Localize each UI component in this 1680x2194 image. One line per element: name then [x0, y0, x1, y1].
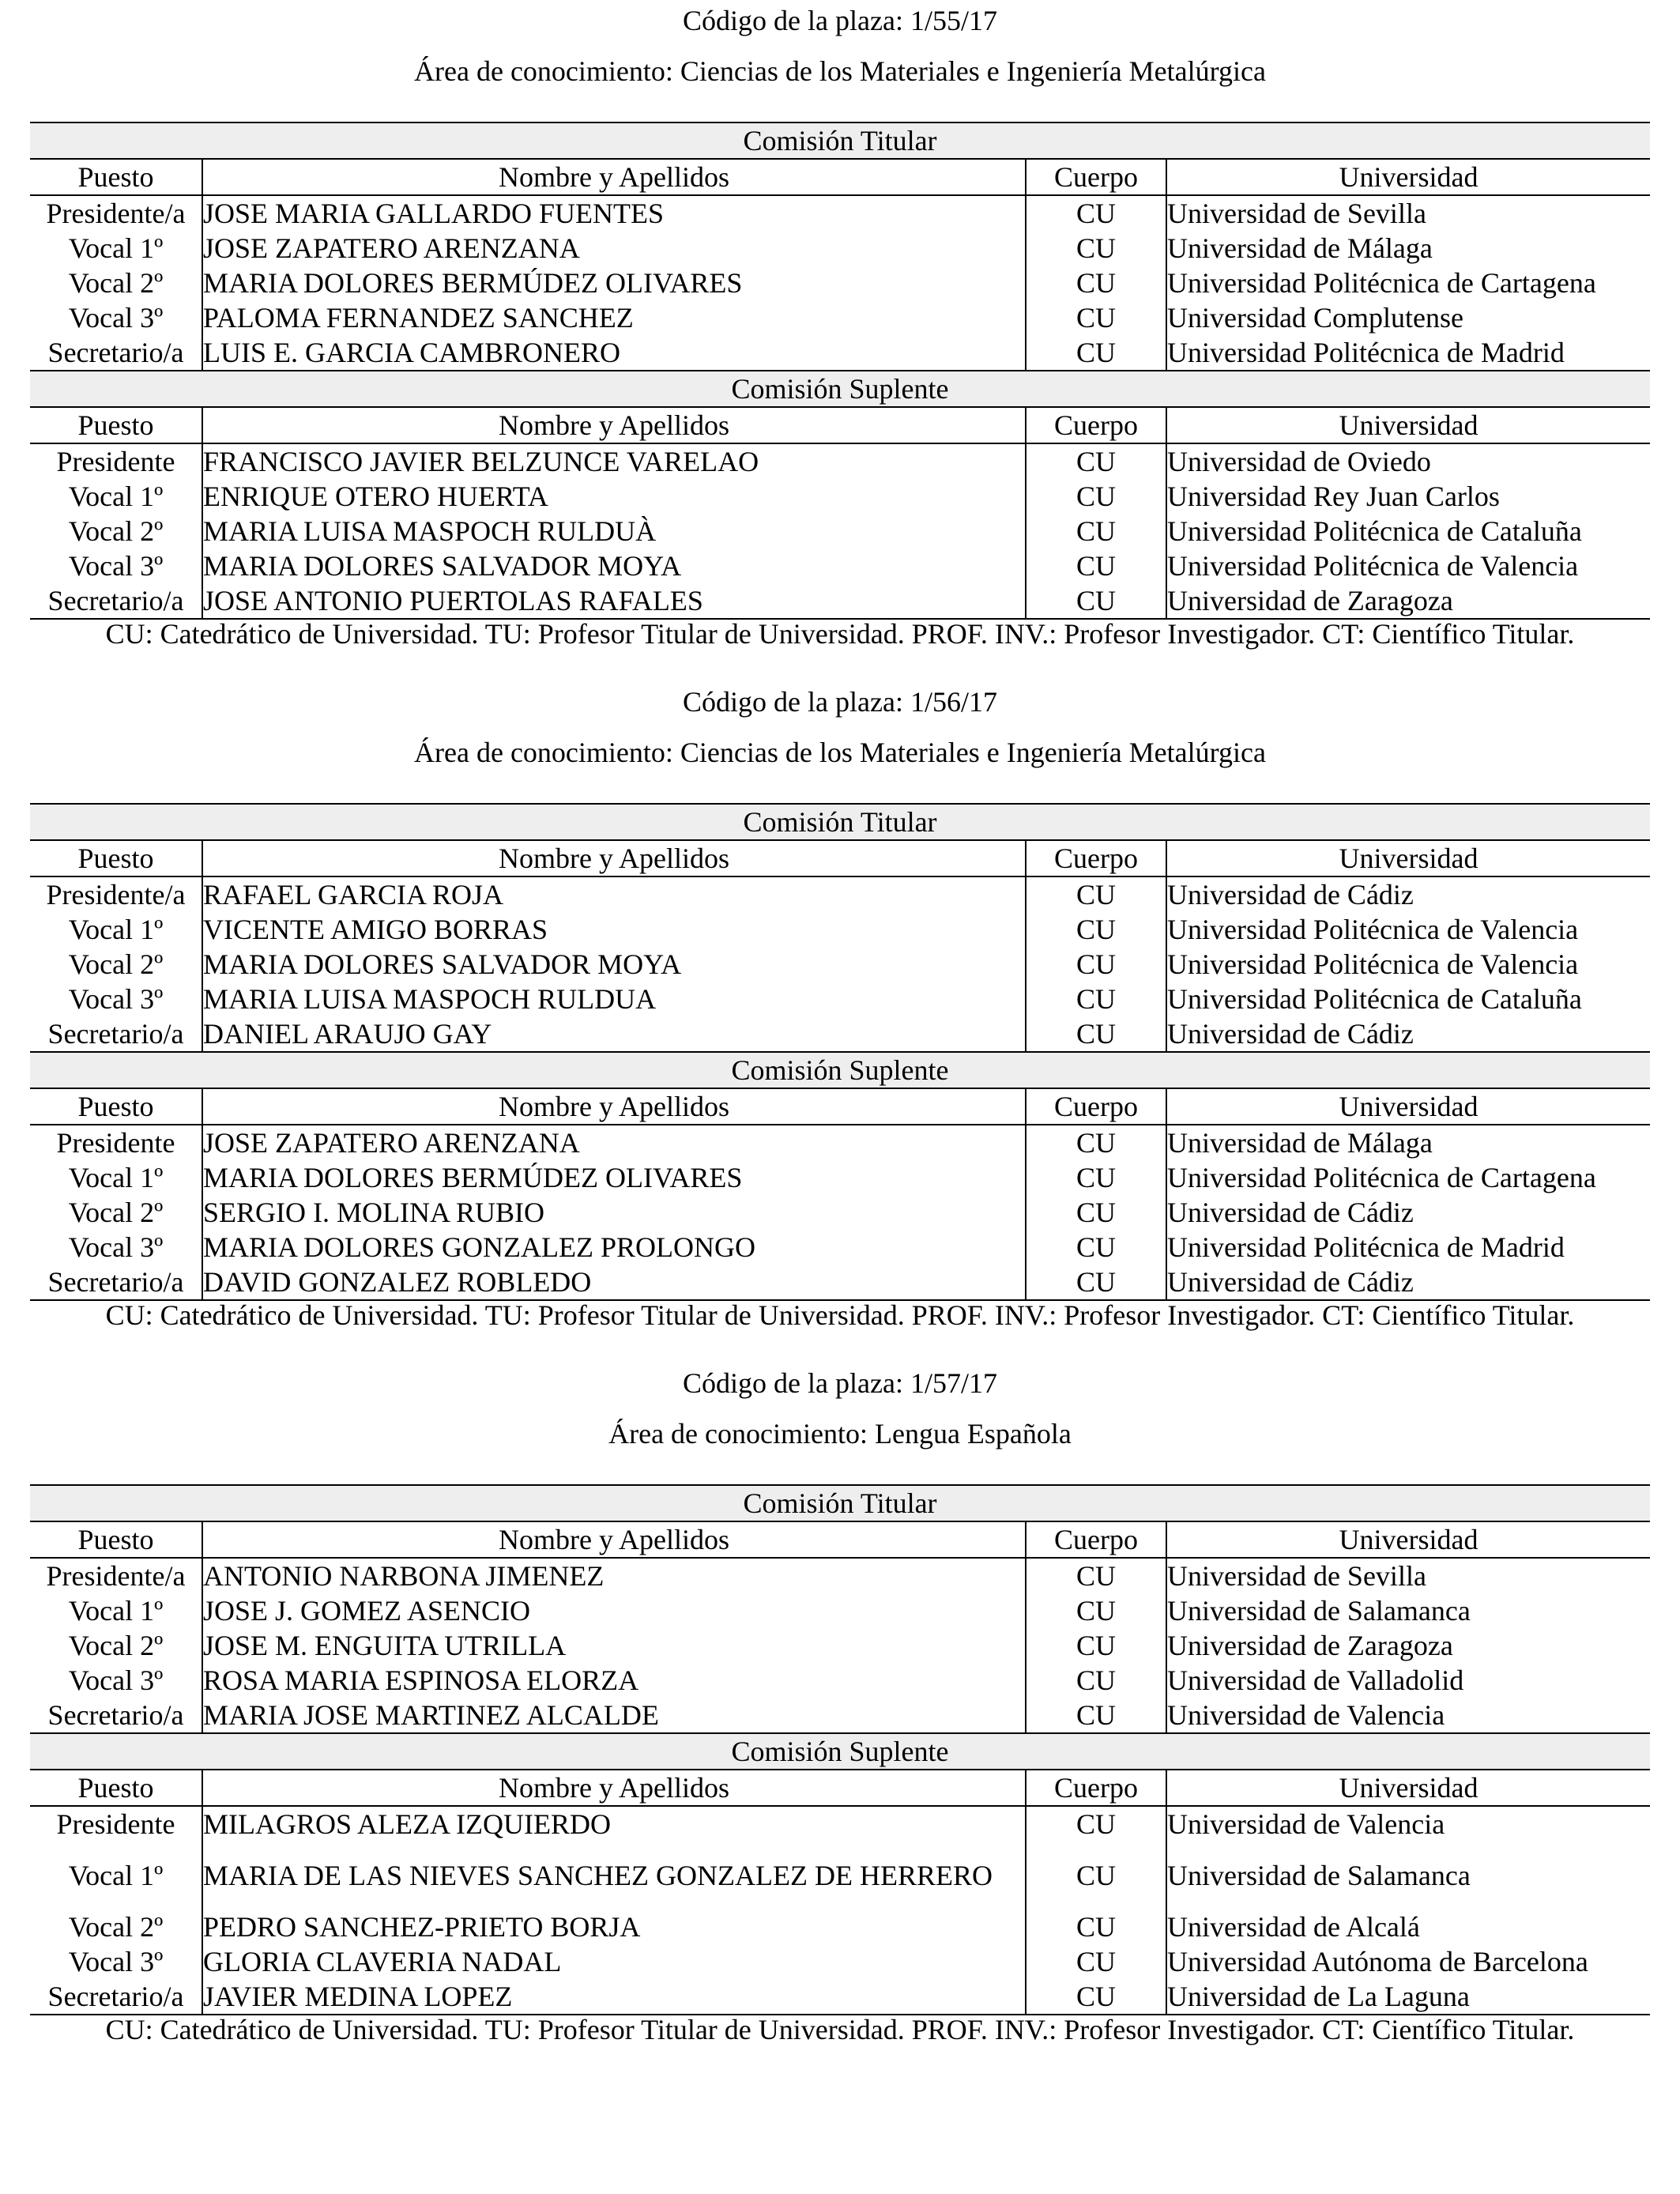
col-header-nombre: Nombre y Apellidos: [202, 1088, 1026, 1125]
col-header-nombre: Nombre y Apellidos: [202, 159, 1026, 195]
cell-cuerpo: CU: [1026, 982, 1166, 1016]
cell-nombre: SERGIO I. MOLINA RUBIO: [202, 1195, 1026, 1230]
cell-puesto: Vocal 3º: [30, 300, 202, 335]
col-header-puesto: Puesto: [30, 1770, 202, 1806]
column-header-row: [30, 1088, 1650, 1125]
col-header-universidad: Universidad: [1166, 1521, 1650, 1558]
col-header-nombre: Nombre y Apellidos: [202, 407, 1026, 443]
cell-nombre: LUIS E. GARCIA CAMBRONERO: [202, 335, 1026, 371]
knowledge-area: Área de conocimiento: Ciencias de los Materiales e Ingeniería Metalúrgica: [414, 737, 1266, 768]
col-header-puesto: Puesto: [30, 407, 202, 443]
cell-universidad: Universidad de Sevilla: [1167, 197, 1426, 229]
col-header-universidad: Universidad: [1166, 840, 1650, 876]
cell-cuerpo: CU: [1026, 1628, 1166, 1663]
col-header-cuerpo: Cuerpo: [1026, 1770, 1166, 1806]
plaza-code: Código de la plaza: 1/56/17: [683, 686, 997, 718]
cell-universidad: Universidad de La Laguna: [1166, 1979, 1650, 2015]
table-row: [30, 1230, 1650, 1265]
cell-universidad: Universidad de Zaragoza: [1167, 1629, 1453, 1661]
table-row: [30, 548, 1650, 583]
cell-cuerpo: CU: [1026, 1842, 1166, 1909]
cell-nombre: PEDRO SANCHEZ-PRIETO BORJA: [202, 1909, 1026, 1944]
table-row: [30, 1909, 1650, 1944]
col-header-cuerpo: Cuerpo: [1026, 407, 1166, 443]
cell-puesto: Secretario/a: [30, 583, 202, 619]
cell-puesto: Vocal 2º: [30, 266, 202, 300]
cell-universidad: Universidad Politécnica de Valencia: [1167, 948, 1579, 980]
column-header-row: [30, 840, 1650, 876]
cell-puesto: Vocal 2º: [30, 1909, 202, 1944]
cell-cuerpo: CU: [1026, 1195, 1166, 1230]
cell-puesto: Presidente: [30, 443, 202, 479]
table-row: [30, 1663, 1650, 1698]
cell-puesto: Vocal 1º: [30, 1842, 202, 1909]
committee-table: [30, 1484, 1650, 2015]
legend-note: CU: Catedrático de Universidad. TU: Profesor Titular de Universidad. PROF. INV.: Profesor Investigador. CT: Científico Titular.: [105, 2014, 1575, 2045]
cell-nombre: GLORIA CLAVERIA NADAL: [202, 1944, 1026, 1979]
table-row: [30, 1593, 1650, 1628]
cell-puesto: Vocal 1º: [30, 479, 202, 514]
cell-universidad: Universidad Politécnica de Valencia: [1167, 549, 1579, 582]
table-row: [30, 514, 1650, 548]
cell-cuerpo: CU: [1026, 1558, 1166, 1593]
cell-universidad: Universidad de Valencia: [1167, 1698, 1445, 1731]
cell-puesto: Secretario/a: [30, 1698, 202, 1733]
cell-nombre: MILAGROS ALEZA IZQUIERDO: [202, 1806, 1026, 1842]
cell-puesto: Vocal 1º: [30, 231, 202, 266]
cell-puesto: Vocal 3º: [30, 1230, 202, 1265]
cell-universidad: Universidad Politécnica de Cataluña: [1167, 982, 1582, 1015]
table-row: [30, 912, 1650, 947]
cell-nombre: ENRIQUE OTERO HUERTA: [202, 479, 1026, 514]
cell-universidad: Universidad Politécnica de Valencia: [1167, 913, 1579, 945]
col-header-universidad: Universidad: [1166, 1088, 1650, 1125]
cell-cuerpo: CU: [1026, 335, 1166, 371]
cell-universidad: Universidad Rey Juan Carlos: [1167, 480, 1500, 512]
cell-cuerpo: CU: [1026, 443, 1166, 479]
table-row: [30, 1979, 1650, 2015]
cell-cuerpo: CU: [1026, 1265, 1166, 1300]
cell-nombre: MARIA DOLORES BERMÚDEZ OLIVARES: [202, 266, 1026, 300]
table-row: [30, 1842, 1650, 1909]
col-header-nombre: Nombre y Apellidos: [202, 840, 1026, 876]
table-row: [30, 583, 1650, 619]
cell-universidad: Universidad de Cádiz: [1167, 878, 1414, 910]
table-row: [30, 231, 1650, 266]
cell-cuerpo: CU: [1026, 1230, 1166, 1265]
cell-puesto: Vocal 2º: [30, 1195, 202, 1230]
cell-universidad: Universidad Politécnica de Cartagena: [1167, 1161, 1596, 1193]
cell-cuerpo: CU: [1026, 1016, 1166, 1052]
cell-nombre: MARIA JOSE MARTINEZ ALCALDE: [202, 1698, 1026, 1733]
table-row: [30, 443, 1650, 479]
col-header-puesto: Puesto: [30, 1088, 202, 1125]
cell-puesto: Presidente/a: [30, 876, 202, 912]
cell-universidad: Universidad Politécnica de Madrid: [1167, 1231, 1565, 1263]
cell-universidad: Universidad de Sevilla: [1167, 1559, 1426, 1592]
section-title-titular: Comisión Titular: [30, 1485, 1650, 1521]
cell-cuerpo: CU: [1026, 195, 1166, 231]
col-header-universidad: Universidad: [1166, 159, 1650, 195]
table-row: [30, 1016, 1650, 1052]
cell-universidad: Universidad de Alcalá: [1167, 1910, 1420, 1943]
cell-cuerpo: CU: [1026, 300, 1166, 335]
section-title-suplente: Comisión Suplente: [30, 1052, 1650, 1088]
section-title-suplente: Comisión Suplente: [30, 1733, 1650, 1770]
table-row: [30, 479, 1650, 514]
cell-universidad: Universidad de Valencia: [1167, 1808, 1445, 1840]
col-header-cuerpo: Cuerpo: [1026, 159, 1166, 195]
table-row: [30, 1125, 1650, 1160]
cell-cuerpo: CU: [1026, 514, 1166, 548]
col-header-cuerpo: Cuerpo: [1026, 840, 1166, 876]
table-row: [30, 266, 1650, 300]
cell-nombre: MARIA DE LAS NIEVES SANCHEZ GONZALEZ DE HERRERO: [202, 1842, 1026, 1909]
col-header-nombre: Nombre y Apellidos: [202, 1770, 1026, 1806]
cell-universidad: Universidad Politécnica de Madrid: [1167, 336, 1565, 368]
committee-table: [30, 803, 1650, 1301]
cell-nombre: JOSE J. GOMEZ ASENCIO: [202, 1593, 1026, 1628]
cell-puesto: Vocal 2º: [30, 1628, 202, 1663]
cell-puesto: Vocal 3º: [30, 1663, 202, 1698]
column-header-row: [30, 159, 1650, 195]
cell-nombre: JOSE MARIA GALLARDO FUENTES: [202, 195, 1026, 231]
cell-nombre: PALOMA FERNANDEZ SANCHEZ: [202, 300, 1026, 335]
cell-puesto: Secretario/a: [30, 335, 202, 371]
cell-universidad: Universidad Politécnica de Cartagena: [1167, 266, 1596, 299]
cell-puesto: Vocal 3º: [30, 1944, 202, 1979]
table-row: [30, 1558, 1650, 1593]
plaza-code: Código de la plaza: 1/55/17: [683, 5, 997, 36]
col-header-cuerpo: Cuerpo: [1026, 1088, 1166, 1125]
table-row: [30, 1195, 1650, 1230]
cell-universidad: Universidad de Cádiz: [1166, 1265, 1650, 1300]
cell-puesto: Presidente/a: [30, 1558, 202, 1593]
cell-universidad: Universidad de Cádiz: [1167, 1017, 1414, 1050]
col-header-puesto: Puesto: [30, 840, 202, 876]
cell-nombre: MARIA DOLORES SALVADOR MOYA: [202, 947, 1026, 982]
section-title-titular: Comisión Titular: [30, 804, 1650, 840]
table-row: [30, 947, 1650, 982]
col-header-universidad: Universidad: [1166, 407, 1650, 443]
table-row: [30, 1944, 1650, 1979]
cell-cuerpo: CU: [1026, 1160, 1166, 1195]
cell-cuerpo: CU: [1026, 231, 1166, 266]
cell-puesto: Vocal 2º: [30, 514, 202, 548]
table-row: [30, 1628, 1650, 1663]
cell-nombre: DAVID GONZALEZ ROBLEDO: [202, 1265, 1026, 1300]
column-header-row: [30, 1770, 1650, 1806]
cell-puesto: Vocal 3º: [30, 982, 202, 1016]
cell-nombre: VICENTE AMIGO BORRAS: [202, 912, 1026, 947]
cell-universidad: Universidad Autónoma de Barcelona: [1167, 1945, 1588, 1977]
legend-note: CU: Catedrático de Universidad. TU: Profesor Titular de Universidad. PROF. INV.: Profesor Investigador. CT: Científico Titular.: [105, 618, 1575, 650]
cell-nombre: JOSE ZAPATERO ARENZANA: [202, 231, 1026, 266]
cell-puesto: Presidente: [30, 1125, 202, 1160]
cell-puesto: Presidente/a: [30, 195, 202, 231]
cell-cuerpo: CU: [1026, 1909, 1166, 1944]
cell-nombre: JOSE ZAPATERO ARENZANA: [202, 1125, 1026, 1160]
cell-nombre: FRANCISCO JAVIER BELZUNCE VARELAO: [202, 443, 1026, 479]
cell-nombre: MARIA DOLORES GONZALEZ PROLONGO: [202, 1230, 1026, 1265]
cell-universidad: Universidad de Málaga: [1167, 1126, 1433, 1159]
cell-puesto: Secretario/a: [30, 1016, 202, 1052]
cell-cuerpo: CU: [1026, 1593, 1166, 1628]
col-header-cuerpo: Cuerpo: [1026, 1521, 1166, 1558]
cell-cuerpo: CU: [1026, 1806, 1166, 1842]
cell-nombre: MARIA LUISA MASPOCH RULDUA: [202, 982, 1026, 1016]
committee-table: [30, 122, 1650, 620]
cell-cuerpo: CU: [1026, 1663, 1166, 1698]
col-header-nombre: Nombre y Apellidos: [202, 1521, 1026, 1558]
cell-cuerpo: CU: [1026, 876, 1166, 912]
cell-cuerpo: CU: [1026, 912, 1166, 947]
table-row: [30, 335, 1650, 371]
legend-note: CU: Catedrático de Universidad. TU: Profesor Titular de Universidad. PROF. INV.: Profesor Investigador. CT: Científico Titular.: [105, 1299, 1575, 1331]
section-title-suplente: Comisión Suplente: [30, 371, 1650, 407]
table-row: [30, 1265, 1650, 1300]
col-header-puesto: Puesto: [30, 1521, 202, 1558]
cell-cuerpo: CU: [1026, 1979, 1166, 2015]
cell-puesto: Vocal 3º: [30, 548, 202, 583]
cell-puesto: Vocal 1º: [30, 1160, 202, 1195]
cell-nombre: RAFAEL GARCIA ROJA: [202, 876, 1026, 912]
cell-universidad: Universidad Complutense: [1167, 301, 1463, 334]
table-row: [30, 1160, 1650, 1195]
cell-nombre: JAVIER MEDINA LOPEZ: [202, 1979, 1026, 2015]
plaza-code: Código de la plaza: 1/57/17: [683, 1367, 997, 1399]
table-row: [30, 1698, 1650, 1733]
cell-cuerpo: CU: [1026, 266, 1166, 300]
cell-puesto: Vocal 1º: [30, 912, 202, 947]
table-row: [30, 876, 1650, 912]
knowledge-area: Área de conocimiento: Ciencias de los Materiales e Ingeniería Metalúrgica: [414, 55, 1266, 87]
col-header-universidad: Universidad: [1166, 1770, 1650, 1806]
cell-nombre: ANTONIO NARBONA JIMENEZ: [202, 1558, 1026, 1593]
cell-puesto: Presidente: [30, 1806, 202, 1842]
cell-puesto: Vocal 2º: [30, 947, 202, 982]
cell-nombre: DANIEL ARAUJO GAY: [202, 1016, 1026, 1052]
section-title-titular: Comisión Titular: [30, 123, 1650, 159]
cell-universidad: Universidad de Valladolid: [1167, 1664, 1464, 1696]
cell-puesto: Secretario/a: [30, 1265, 202, 1300]
cell-cuerpo: CU: [1026, 1125, 1166, 1160]
cell-puesto: Vocal 1º: [30, 1593, 202, 1628]
table-row: [30, 300, 1650, 335]
cell-cuerpo: CU: [1026, 1944, 1166, 1979]
cell-universidad: Universidad de Salamanca: [1167, 1594, 1471, 1627]
table-row: [30, 982, 1650, 1016]
cell-universidad: Universidad de Salamanca: [1167, 1859, 1471, 1891]
cell-cuerpo: CU: [1026, 1698, 1166, 1733]
column-header-row: [30, 407, 1650, 443]
cell-nombre: MARIA DOLORES SALVADOR MOYA: [202, 548, 1026, 583]
cell-universidad: Universidad de Málaga: [1167, 232, 1433, 264]
cell-nombre: MARIA LUISA MASPOCH RULDUÀ: [202, 514, 1026, 548]
table-row: [30, 1806, 1650, 1842]
column-header-row: [30, 1521, 1650, 1558]
cell-cuerpo: CU: [1026, 479, 1166, 514]
cell-cuerpo: CU: [1026, 947, 1166, 982]
cell-puesto: Secretario/a: [30, 1979, 202, 2015]
cell-cuerpo: CU: [1026, 548, 1166, 583]
table-row: [30, 195, 1650, 231]
cell-universidad: Universidad Politécnica de Cataluña: [1167, 515, 1582, 547]
cell-universidad: Universidad de Cádiz: [1167, 1196, 1414, 1228]
cell-cuerpo: CU: [1026, 583, 1166, 619]
cell-nombre: ROSA MARIA ESPINOSA ELORZA: [202, 1663, 1026, 1698]
cell-nombre: JOSE ANTONIO PUERTOLAS RAFALES: [202, 583, 1026, 619]
cell-nombre: JOSE M. ENGUITA UTRILLA: [202, 1628, 1026, 1663]
cell-universidad: Universidad de Oviedo: [1167, 445, 1431, 477]
cell-nombre: MARIA DOLORES BERMÚDEZ OLIVARES: [202, 1160, 1026, 1195]
col-header-puesto: Puesto: [30, 159, 202, 195]
knowledge-area: Área de conocimiento: Lengua Española: [608, 1418, 1072, 1449]
cell-universidad: Universidad de Zaragoza: [1166, 583, 1650, 619]
